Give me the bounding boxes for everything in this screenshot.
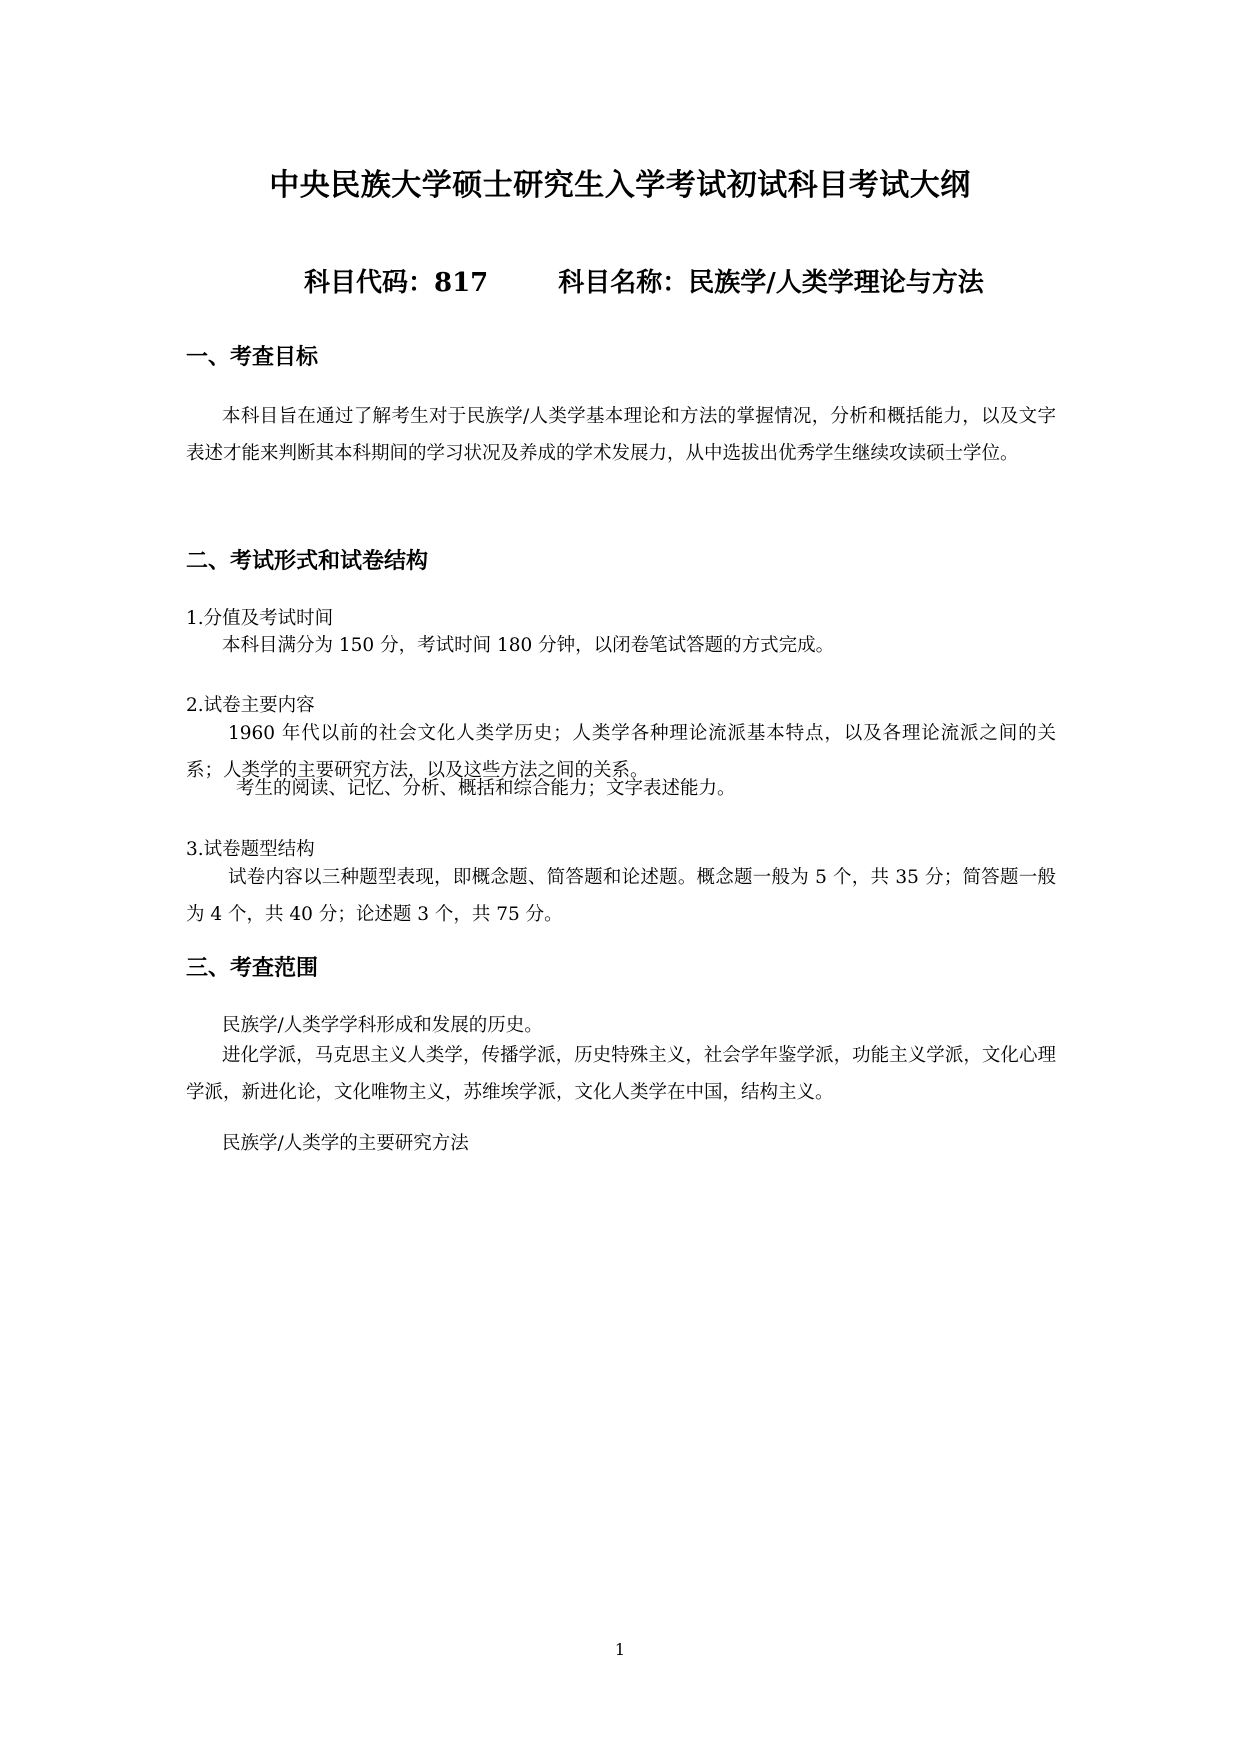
page-number: 1 [614,1640,626,1659]
subsection-title-score-time: 1.分值及考试时间 [186,608,334,629]
subsection-title-main-content: 2.试卷主要内容 [186,695,315,716]
subsection-text-main-content: 1960 年代以前的社会文化人类学历史；人类学各种理论流派基本特点，以及各理论流派之间的关系；人类学的主要研究方法，以及这些方法之间的关系。 [186,723,1056,781]
subsection-text-question-types: 试卷内容以三种题型表现，即概念题、简答题和论述题。概念题一般为 5 个，共 35 分；简答题一般为 4 个，共 40 分；论述题 3 个，共 75 分。 [186,867,1056,925]
subsection-text-score-time: 本科目满分为 150 分，考试时间 180 分钟，以闭卷笔试答题的方式完成。 [222,635,835,656]
section-heading-format: 二、考试形式和试卷结构 [186,548,429,574]
section-heading-objectives: 一、考查目标 [186,344,319,370]
section-heading-scope: 三、考查范围 [186,955,319,981]
scope-methods-text: 民族学/人类学的主要研究方法 [222,1133,469,1154]
section-objectives-text: 本科目旨在通过了解考生对于民族学/人类学基本理论和方法的掌握情况，分析和概括能力，以及文字表述才能来判断其本科期间的学习状况及养成的学术发展力，从中选拔出优秀学生继续攻读硕士学位。 [186,406,1056,464]
subsection-title-question-types: 3.试卷题型结构 [186,839,315,860]
subsection-text-abilities: 考生的阅读、记忆、分析、概括和综合能力；文字表述能力。 [236,778,736,799]
subject-name: 科目名称：民族学/人类学理论与方法 [558,268,984,298]
scope-history-text: 民族学/人类学学科形成和发展的历史。 [222,1015,543,1036]
scope-schools-text: 进化学派，马克思主义人类学，传播学派，历史特殊主义，社会学年鉴学派，功能主义学派，文化心理学派，新进化论，文化唯物主义，苏维埃学派，文化人类学在中国，结构主义。 [186,1045,1056,1103]
subject-code: 科目代码：817 [304,268,489,298]
subject-line [304,262,984,299]
document-title: 中央民族大学硕士研究生入学考试初试科目考试大纲 [269,168,971,203]
